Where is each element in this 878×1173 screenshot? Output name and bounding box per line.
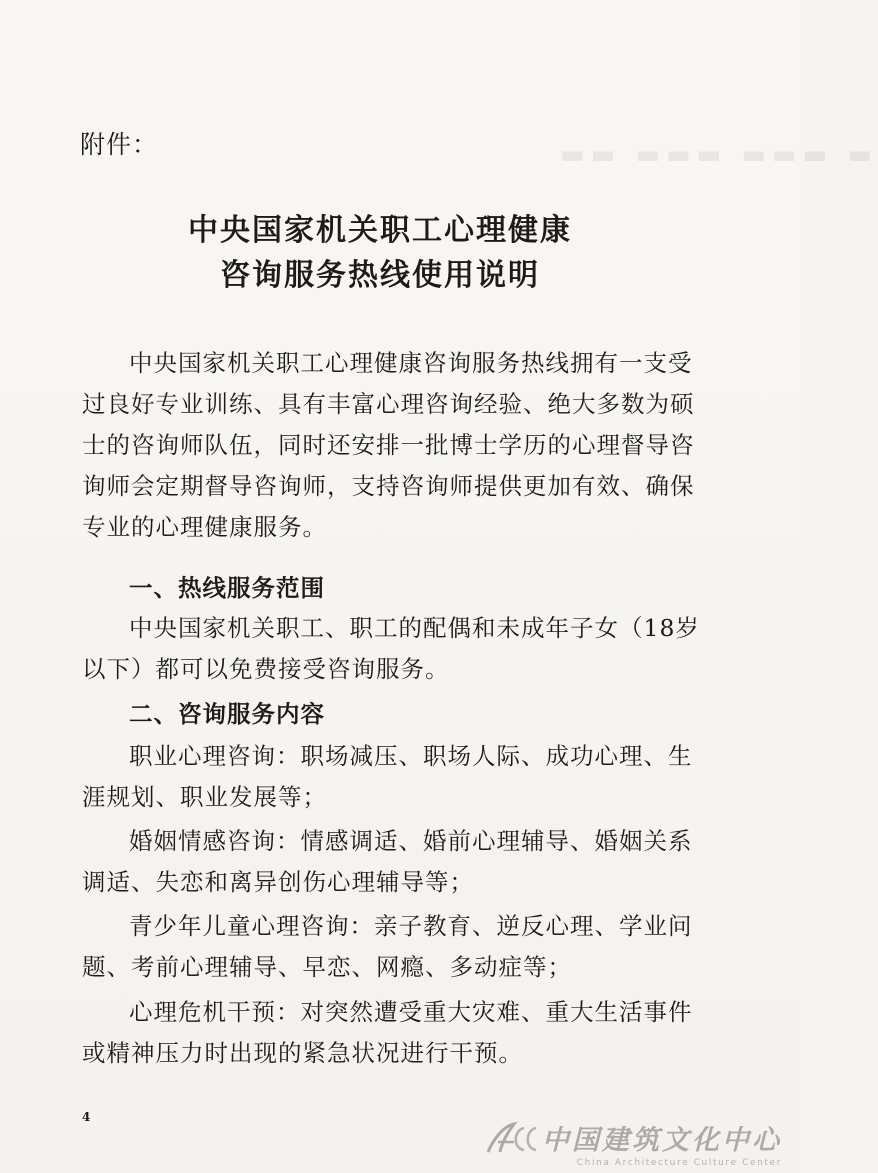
service-item-marriage-text: 婚姻情感咨询：情感调适、婚前心理辅导、婚姻关系调适、失恋和离异创伤心理辅导等； [82,827,693,896]
reverse-side-bleed: ▬▬ ▬▬▬ ▬▬▬ ▬ [560,140,878,170]
service-item-crisis [82,992,712,1074]
page-number: 4 [82,1110,91,1124]
intro-paragraph [82,343,712,548]
service-item-crisis-text: 心理危机干预：对突然遭受重大灾难、重大生活事件或精神压力时出现的紧急状况进行干预。 [82,998,693,1067]
service-item-marriage [82,821,712,903]
service-item-youth-text: 青少年儿童心理咨询：亲子教育、逆反心理、学业问题、考前心理辅导、早恋、网瘾、多动症等； [82,912,693,981]
section-1-body [82,608,712,690]
document-title-line-1: 中央国家机关职工心理健康 [188,213,572,248]
watermark-chinese: 中国建筑文化中心 [542,1125,782,1156]
service-item-career-text: 职业心理咨询：职场减压、职场人际、成功心理、生涯规划、职业发展等； [82,742,693,811]
attachment-label: 附件： [80,130,159,159]
intro-text: 中央国家机关职工心理健康咨询服务热线拥有一支受过良好专业训练、具有丰富心理咨询经验、绝大多数为硕士的咨询师队伍，同时还安排一批博士学历的心理督导咨询师会定期督导咨询师，支持咨询师提供更加有效、确保专业的心理健康服务。 [82,349,695,541]
service-item-career [82,736,712,818]
document-title-line-2: 咨询服务热线使用说明 [220,258,540,293]
section-1-text: 中央国家机关职工、职工的配偶和未成年子女（18岁以下）都可以免费接受咨询服务。 [82,614,700,683]
section-1 [82,568,712,609]
service-item-youth [82,906,712,988]
section-2 [82,694,712,735]
acc-logo-icon [484,1118,538,1158]
watermark-english: China Architecture Culture Center [576,1158,782,1168]
section-1-heading: 一、热线服务范围 [129,574,325,602]
watermark [484,1118,782,1170]
section-2-heading: 二、咨询服务内容 [129,700,325,728]
